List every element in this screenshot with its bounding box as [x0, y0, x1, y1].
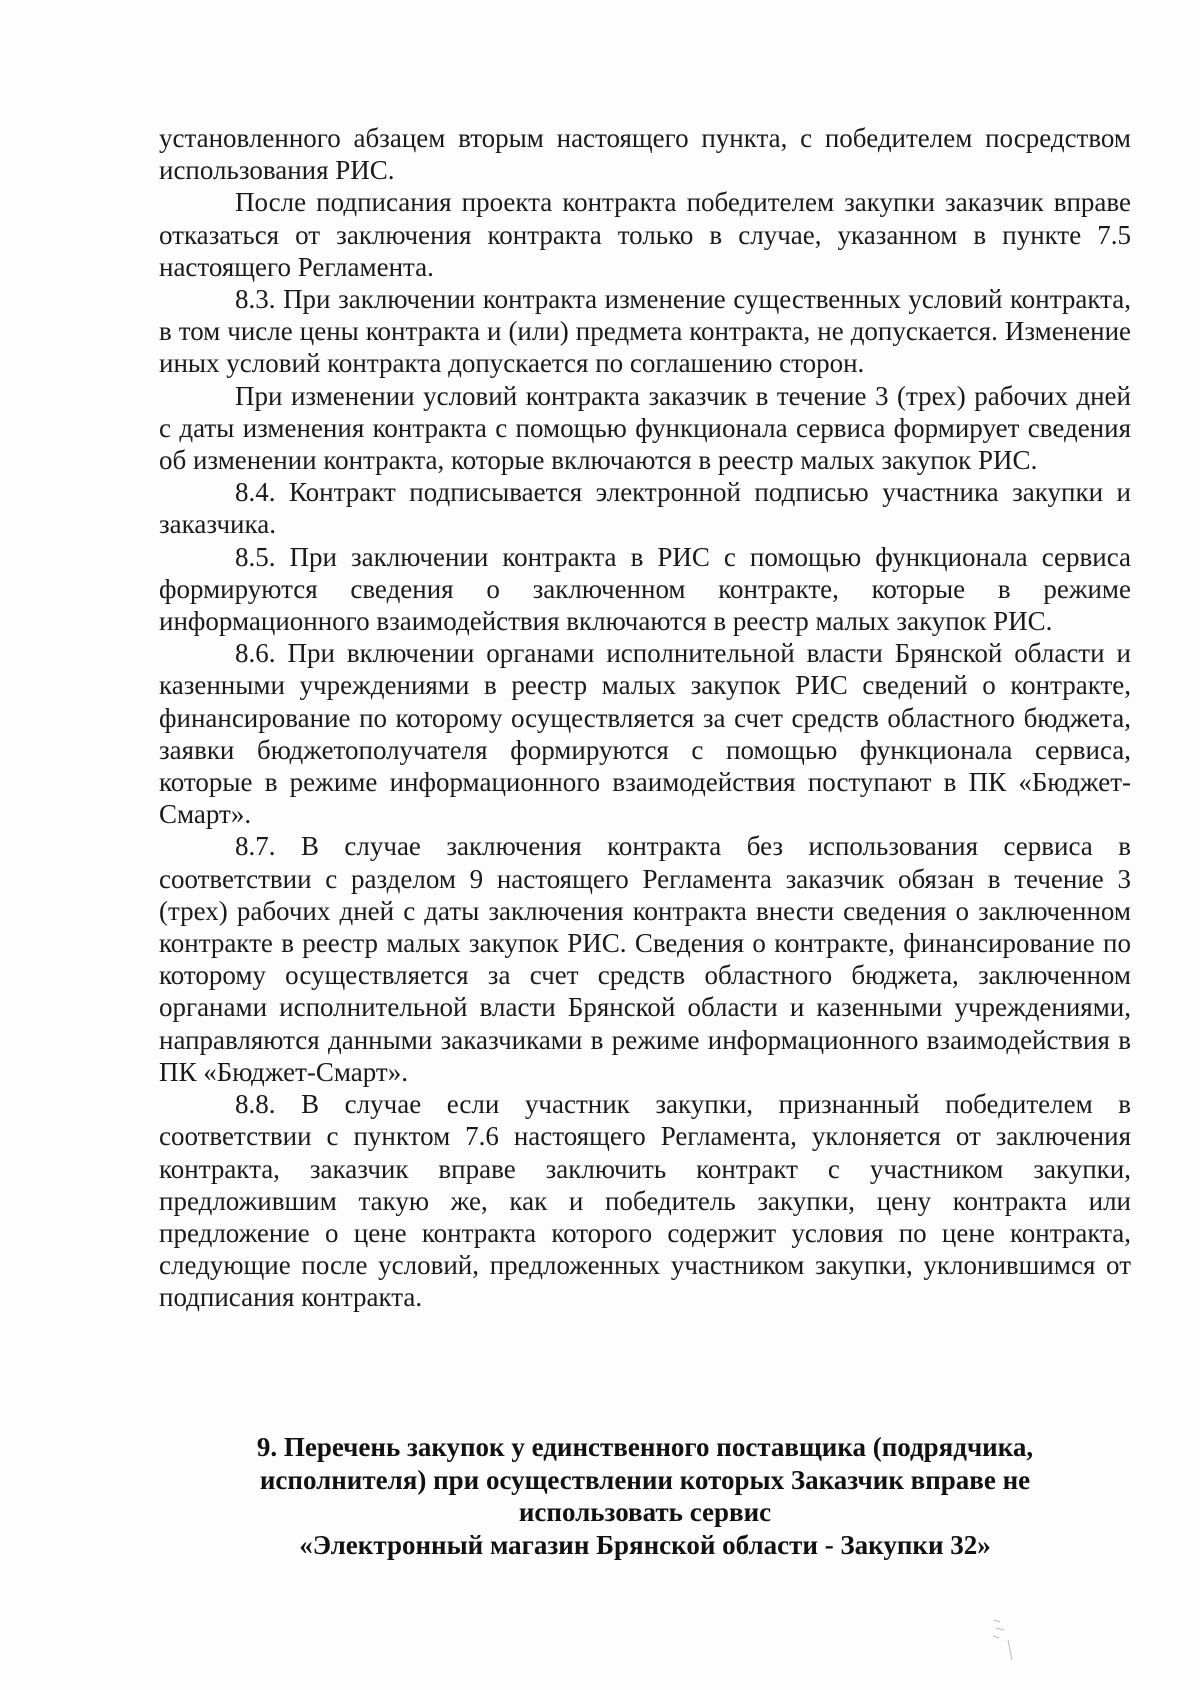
heading-line: «Электронный магазин Брянской области - Закупки 32» — [299, 1529, 991, 1560]
paragraph-8-7: 8.7. В случае заключения контракта без использования сервиса в соответствии с разделом 9 настоящего Регламента заказчик обязан в течение 3 (трех) рабочих дней с даты заключения контракта внести сведения о заключенном контракте в реестр малых закупок РИС. Сведения о контракте, финансирование по которому осуществляется за счет средств областного бюджета, заключенном органами исполнительной власти Брянской области и казенными учреждениями, направляются данными заказчиками в режиме информационного взаимодействия в ПК «Бюджет-Смарт». — [159, 831, 1131, 1087]
heading-line: 9. Перечень закупок у единственного поставщика (подрядчика, — [256, 1432, 1034, 1462]
paragraph-contract-change-info: При изменении условий контракта заказчик в течение 3 (трех) рабочих дней с даты изменения контракта с помощью функционала сервиса формирует сведения об изменении контракта, которые включаются в реестр малых закупок РИС. — [159, 380, 1131, 476]
heading-line: исполнителя) при осуществлении которых Заказчик вправе не — [259, 1464, 1031, 1495]
document-body — [159, 122, 1131, 1314]
paragraph-8-5: 8.5. При заключении контракта в РИС с помощью функционала сервиса формируются сведения о заключенном контракте, которые в режиме информационного взаимодействия включаются в реестр малых закупок РИС. — [159, 541, 1131, 637]
paragraph-8-8: 8.8. В случае если участник закупки, признанный победителем в соответствии с пунктом 7.6 настоящего Регламента, уклоняется от заключения контракта, заказчик вправе заключить контракт с участником закупки, предложившим такую же, как и победитель закупки, цену контракта или предложение о цене контракта которого содержит условия по цене контракта, следующие после условий, предложенных участником закупки, уклонившимся от подписания контракта. — [159, 1089, 1131, 1313]
paragraph-8-6: 8.6. При включении органами исполнительной власти Брянской области и казенными учреждениями в реестр малых закупок РИС сведений о контракте, финансирование по которому осуществляется за счет средств областного бюджета, заявки бюджетополучателя формируются с помощью функционала сервиса, которые в режиме информационного взаимодействия поступают в ПК «Бюджет-Смарт». — [159, 638, 1131, 830]
paragraph-refusal-after-signing: После подписания проекта контракта победителем закупки заказчик вправе отказаться от заключения контракта только в случае, указанном в пункте 7.5 настоящего Регламента. — [159, 187, 1131, 282]
paragraph-continuation: установленного абзацем вторым настоящего пункта, с победителем посредством использования РИС. — [159, 123, 1131, 186]
paragraph-8-4: 8.4. Контракт подписывается электронной подписью участника закупки и заказчика. — [159, 477, 1131, 540]
heading-line: использовать сервис — [518, 1497, 772, 1527]
scan-artifact — [990, 1616, 1018, 1662]
paragraph-8-3: 8.3. При заключении контракта изменение существенных условий контракта, в том числе цены контракта и (или) предмета контракта, не допускается. Изменение иных условий контракта допускается по соглашению сторон. — [159, 284, 1131, 379]
section-9-heading — [159, 1431, 1131, 1561]
